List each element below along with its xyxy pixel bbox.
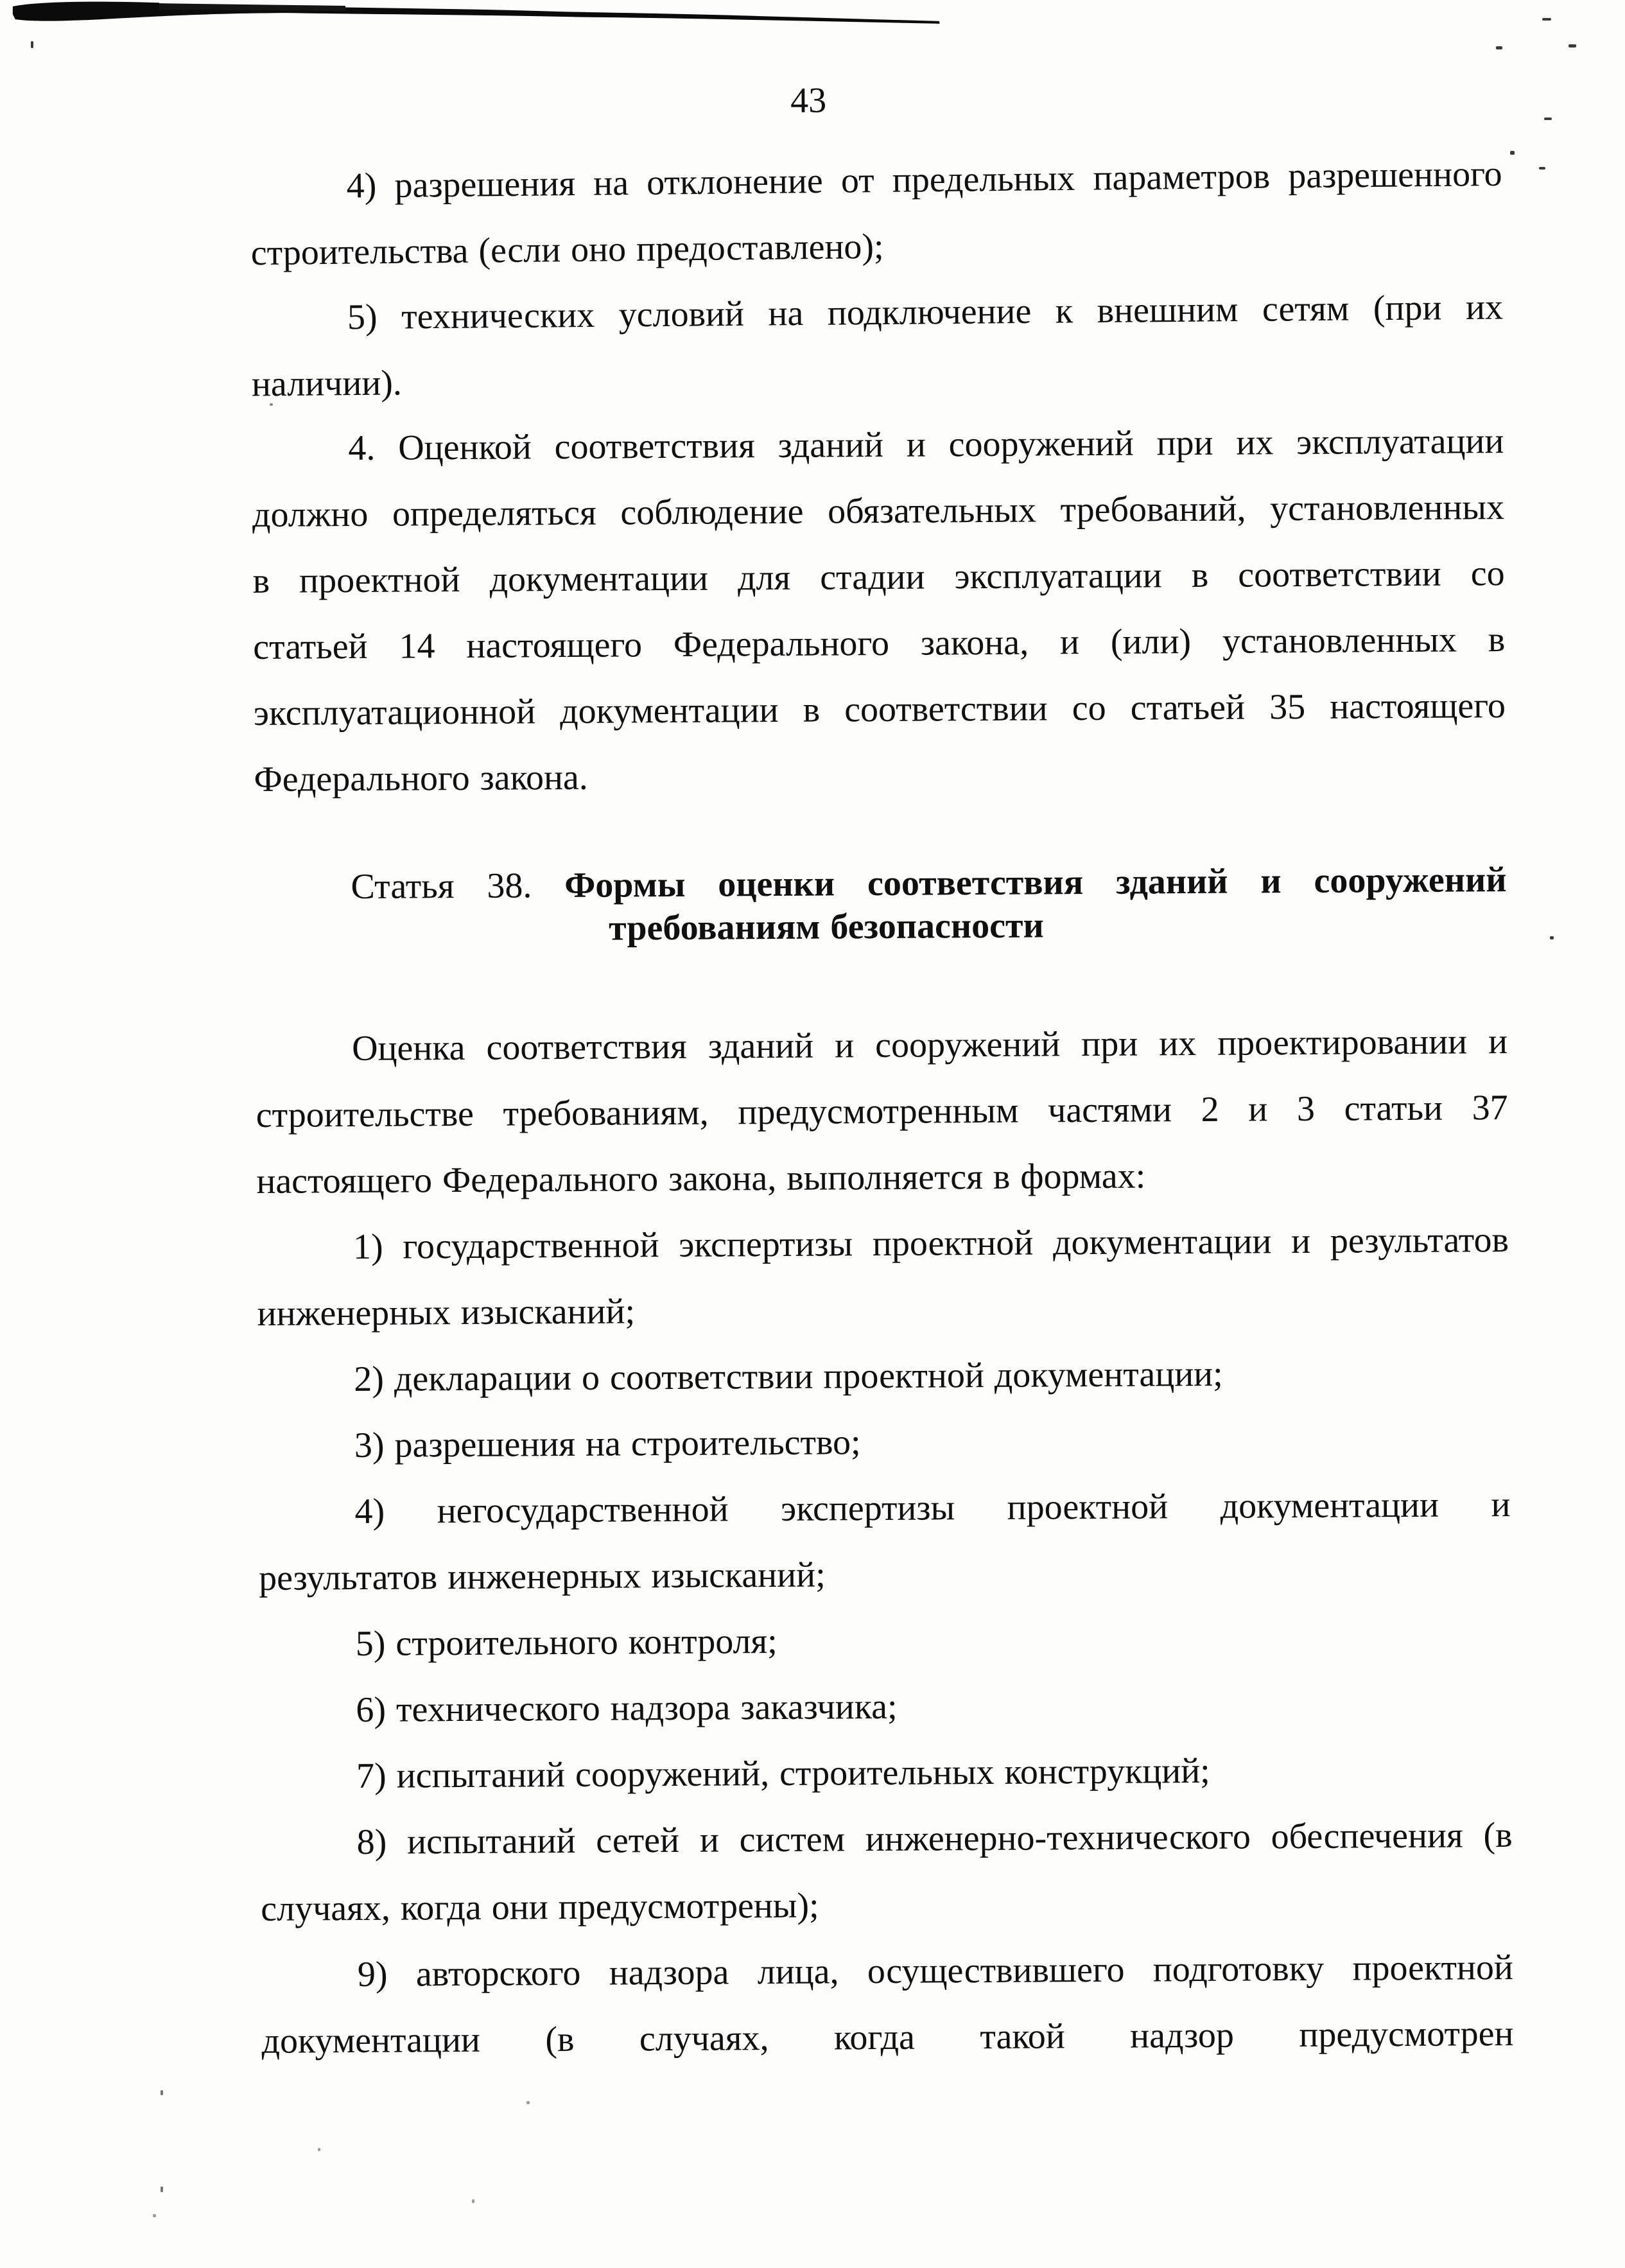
scan-speck [1569, 44, 1576, 48]
text-line: наличии). [251, 363, 403, 405]
text-line: должно определяться соблюдение обязательных требований, установленных [252, 487, 1505, 535]
text-line: статьей 14 настоящего Федерального закона, и (или) установленных в [253, 620, 1506, 667]
text-line: случаях, когда они предусмотрены); [261, 1885, 819, 1929]
scan-speck [526, 2101, 530, 2104]
list-item-construction-permit [258, 1406, 1511, 1479]
text-line: строительства (если оно предоставлено); [250, 226, 884, 274]
paragraph-technical-conditions [251, 275, 1504, 418]
scan-speck [318, 2148, 320, 2151]
list-item-construction-control [259, 1604, 1511, 1678]
text-line: 6) технического надзора заказчика; [356, 1686, 898, 1731]
text-line: 1) государственной экспертизы проектной документации и результатов [352, 1220, 1509, 1268]
scan-speck [1542, 18, 1551, 21]
text-line: 4) разрешения на отклонение от предельных параметров разрешенного [346, 153, 1502, 206]
text-line: настоящего Федерального закона, выполняется в формах: [256, 1156, 1146, 1201]
list-item-author-supervision [261, 1935, 1514, 2075]
text-line: инженерных изысканий; [257, 1291, 636, 1334]
scan-speck [1544, 118, 1552, 120]
text-line: 8) испытаний сетей и систем инженерно-технического обеспечения (в [356, 1815, 1513, 1863]
list-item-declaration [257, 1339, 1510, 1413]
scan-speck [161, 2186, 163, 2192]
text-line: результатов инженерных изысканий; [258, 1555, 826, 1598]
scan-speck [472, 2199, 474, 2203]
scan-speck [1510, 151, 1515, 155]
text-line: эксплуатационной документации в соответствии со статьей 35 настоящего [253, 686, 1506, 733]
article-38-heading [254, 859, 1507, 952]
scan-speck [31, 41, 33, 48]
text-line: 3) разрешения на строительство; [354, 1422, 861, 1466]
text-line: 4. Оценкой соответствия зданий и сооружений при их эксплуатации [348, 421, 1504, 469]
text-line: 4) негосударственной экспертизы проектной документации и [354, 1485, 1511, 1532]
text-line: документации (в случаях, когда такой надзор предусмотрен [261, 2014, 1514, 2061]
text-line: 7) испытаний сооружений, строительных конструкций; [356, 1750, 1210, 1797]
article-title-part2: требованиям безопасности [608, 905, 1044, 948]
paragraph-assessment-forms-intro [256, 1009, 1509, 1215]
article-title-part1: Формы оценки соответствия зданий и сооружений [564, 860, 1507, 906]
list-item-nonstate-expertise [258, 1472, 1511, 1612]
scan-speck [1550, 936, 1554, 939]
scan-speck [1539, 167, 1545, 170]
list-item-network-testing [260, 1802, 1513, 1942]
text-column [249, 0, 1514, 2075]
scan-speck [161, 2090, 163, 2095]
article-number-label: Статья 38. [351, 866, 532, 907]
text-line: Оценка соответствия зданий и сооружений при их проектировании и [351, 1022, 1508, 1069]
text-line: 2) декларации о соответствии проектной документации; [354, 1354, 1223, 1400]
text-line: 5) технических условий на подключение к внешним сетям (при их [347, 287, 1504, 338]
page-number: 43 [790, 80, 827, 121]
scan-speck [153, 2214, 156, 2217]
text-line: 9) авторского надзора лица, осуществившего подготовку проектной [357, 1948, 1514, 1995]
paragraph-operation-assessment [252, 408, 1506, 813]
list-item-customer-supervision [259, 1670, 1512, 1744]
list-item-structure-testing [260, 1736, 1513, 1810]
text-line: строительстве требованиям, предусмотренным частями 2 и 3 статьи 37 [256, 1088, 1508, 1135]
text-line: Федерального закона. [254, 757, 588, 799]
paragraph-permit-deviation [250, 141, 1503, 286]
article-heading-line1 [254, 859, 1506, 909]
text-line: в проектной документации для стадии эксплуатации в соответствии со [252, 554, 1505, 601]
list-item-state-expertise [257, 1207, 1509, 1347]
text-line: 5) строительного контроля; [355, 1621, 778, 1664]
